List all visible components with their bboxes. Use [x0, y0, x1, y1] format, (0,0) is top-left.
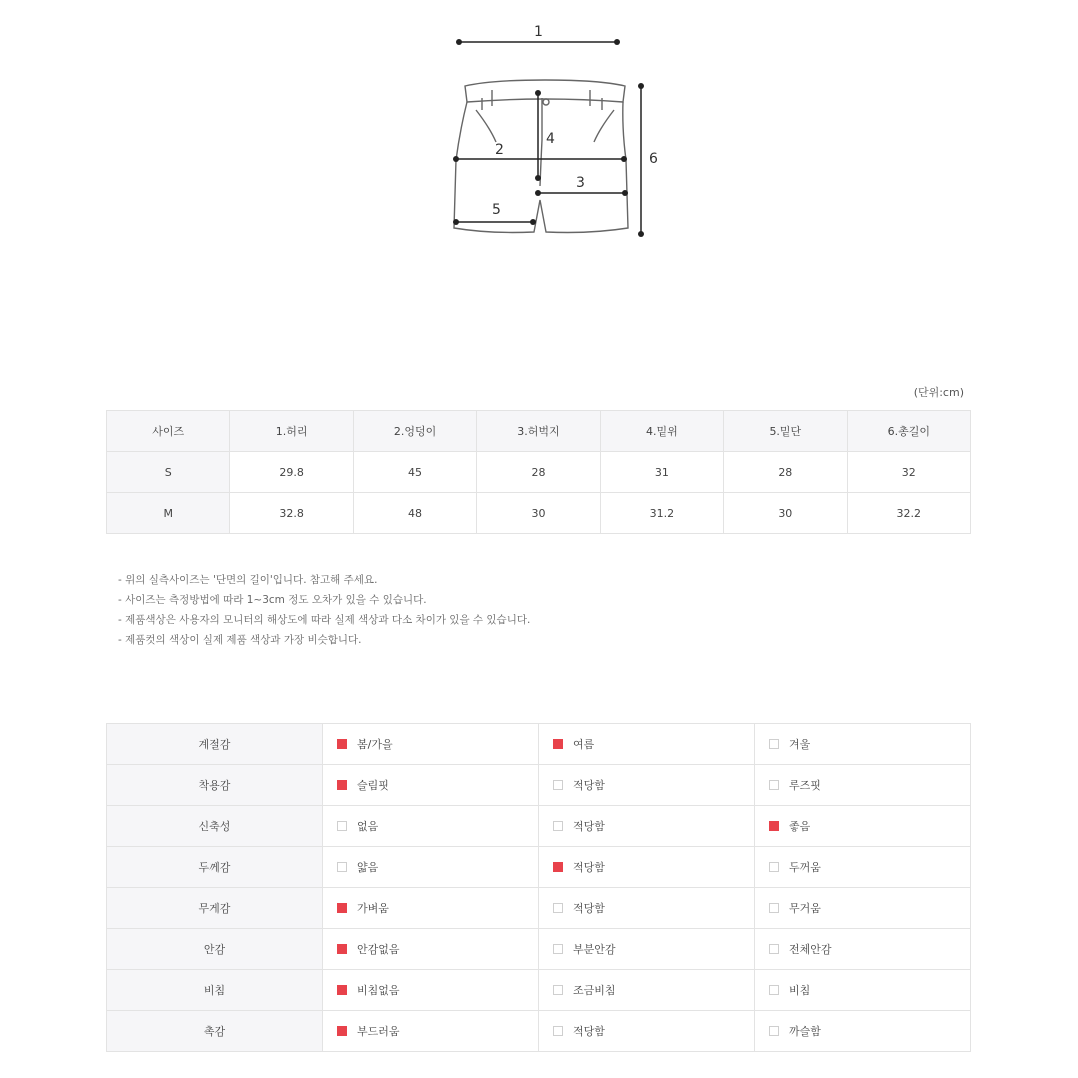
feature-option-label: 적당함 [573, 1025, 605, 1038]
hip-header: 2.엉덩이 [353, 411, 476, 452]
feature-row [107, 1011, 971, 1052]
feature-row [107, 970, 971, 1011]
size-cell: M [107, 493, 230, 534]
checked-box-icon [769, 821, 779, 831]
feature-label: 비침 [107, 970, 323, 1011]
size-table [106, 410, 971, 534]
feature-option [755, 929, 971, 970]
feature-option-label: 까슬함 [789, 1025, 821, 1038]
feature-option-label: 부분안감 [573, 943, 616, 956]
feature-option-label: 비침없음 [357, 984, 400, 997]
feature-option-label: 여름 [573, 738, 595, 751]
feature-option-label: 없음 [357, 820, 379, 833]
feature-option-label: 겨울 [789, 738, 811, 751]
feature-option [323, 724, 539, 765]
product-feature-table [106, 723, 971, 1052]
feature-option [755, 1011, 971, 1052]
checked-box-icon [553, 862, 563, 872]
feature-option-label: 얇음 [357, 861, 379, 874]
feature-option [755, 970, 971, 1011]
feature-option-label: 가벼움 [357, 902, 389, 915]
feature-label: 촉감 [107, 1011, 323, 1052]
feature-option-label: 적당함 [573, 779, 605, 792]
size-table-header-row [107, 411, 971, 452]
measure-point [535, 190, 541, 196]
feature-row [107, 806, 971, 847]
note-line: - 사이즈는 측정방법에 따라 1~3cm 정도 오차가 있을 수 있습니다. [118, 594, 427, 606]
table-cell: 29.8 [230, 452, 353, 493]
feature-label: 신축성 [107, 806, 323, 847]
feature-option-label: 무거움 [789, 902, 821, 915]
feature-option [539, 765, 755, 806]
checked-box-icon [553, 739, 563, 749]
diagram-label-3: 3 [576, 175, 585, 191]
table-cell: 48 [353, 493, 476, 534]
feature-option-label: 부드러움 [357, 1025, 400, 1038]
feature-option [539, 724, 755, 765]
feature-label: 두께감 [107, 847, 323, 888]
feature-option [755, 765, 971, 806]
table-cell: 31 [600, 452, 723, 493]
feature-option [539, 1011, 755, 1052]
table-cell: 28 [477, 452, 600, 493]
rise-header: 4.밑위 [600, 411, 723, 452]
feature-option [323, 970, 539, 1011]
checked-box-icon [337, 1026, 347, 1036]
measure-point [638, 83, 644, 89]
note-line: - 제품색상은 사용자의 모니터의 해상도에 따라 실제 색상과 다소 차이가 있을 수 있습니다. [118, 614, 531, 626]
measure-point [535, 90, 541, 96]
unchecked-box-icon [553, 903, 563, 913]
waist-header: 1.허리 [230, 411, 353, 452]
table-row [107, 493, 971, 534]
measure-point [456, 39, 462, 45]
feature-row [107, 724, 971, 765]
measure-point [535, 175, 541, 181]
unchecked-box-icon [769, 1026, 779, 1036]
measure-point [614, 39, 620, 45]
measure-point [622, 190, 628, 196]
feature-option-label: 조금비침 [573, 984, 616, 997]
table-row [107, 452, 971, 493]
measure-point [621, 156, 627, 162]
table-cell: 45 [353, 452, 476, 493]
diagram-label-4: 4 [546, 131, 555, 147]
checked-box-icon [337, 944, 347, 954]
size-cell: S [107, 452, 230, 493]
feature-row [107, 888, 971, 929]
hem-header: 5.밑단 [724, 411, 847, 452]
unchecked-box-icon [553, 1026, 563, 1036]
feature-row [107, 847, 971, 888]
feature-option [323, 929, 539, 970]
feature-option [755, 847, 971, 888]
diagram-label-6: 6 [649, 151, 658, 167]
feature-option-label: 전체안감 [789, 943, 832, 956]
shorts-measurement-diagram [430, 10, 690, 260]
feature-option [539, 806, 755, 847]
table-cell: 30 [477, 493, 600, 534]
checked-box-icon [337, 780, 347, 790]
feature-option-label: 적당함 [573, 902, 605, 915]
feature-option [539, 888, 755, 929]
feature-option [755, 888, 971, 929]
feature-option-label: 슬림핏 [357, 779, 389, 792]
feature-option-label: 좋음 [789, 820, 811, 833]
unchecked-box-icon [553, 985, 563, 995]
feature-option-label: 비침 [789, 984, 811, 997]
size-notes [118, 570, 530, 650]
shorts-outline-icon [454, 80, 628, 233]
unchecked-box-icon [769, 944, 779, 954]
feature-label: 착용감 [107, 765, 323, 806]
measure-point [530, 219, 536, 225]
feature-option-label: 봄/가을 [357, 738, 393, 751]
unchecked-box-icon [337, 821, 347, 831]
feature-option [539, 929, 755, 970]
unchecked-box-icon [337, 862, 347, 872]
table-cell: 30 [724, 493, 847, 534]
feature-option [323, 1011, 539, 1052]
feature-option-label: 루즈핏 [789, 779, 821, 792]
feature-option [755, 724, 971, 765]
feature-row [107, 929, 971, 970]
table-cell: 28 [724, 452, 847, 493]
unchecked-box-icon [769, 862, 779, 872]
feature-option [323, 806, 539, 847]
table-cell: 32 [847, 452, 970, 493]
table-cell: 32.2 [847, 493, 970, 534]
diagram-label-1: 1 [534, 24, 543, 40]
feature-option-label: 두꺼움 [789, 861, 821, 874]
table-cell: 31.2 [600, 493, 723, 534]
note-line: - 위의 실측사이즈는 '단면의 길이'입니다. 참고해 주세요. [118, 574, 378, 586]
checked-box-icon [337, 903, 347, 913]
unchecked-box-icon [769, 903, 779, 913]
thigh-header: 3.허벅지 [477, 411, 600, 452]
feature-option [323, 765, 539, 806]
unchecked-box-icon [553, 944, 563, 954]
measure-point [453, 156, 459, 162]
feature-label: 무게감 [107, 888, 323, 929]
total-length-header: 6.총길이 [847, 411, 970, 452]
unchecked-box-icon [769, 739, 779, 749]
feature-option [755, 806, 971, 847]
feature-option-label: 적당함 [573, 861, 605, 874]
size-header: 사이즈 [107, 411, 230, 452]
measure-point [638, 231, 644, 237]
measure-point [453, 219, 459, 225]
table-cell: 32.8 [230, 493, 353, 534]
feature-label: 계절감 [107, 724, 323, 765]
feature-label: 안감 [107, 929, 323, 970]
checked-box-icon [337, 985, 347, 995]
feature-option-label: 안감없음 [357, 943, 400, 956]
feature-option [323, 847, 539, 888]
unchecked-box-icon [769, 985, 779, 995]
feature-row [107, 765, 971, 806]
feature-option [323, 888, 539, 929]
diagram-label-5: 5 [492, 202, 501, 218]
note-line: - 제품컷의 색상이 실제 제품 색상과 가장 비슷합니다. [118, 634, 362, 646]
feature-option [539, 970, 755, 1011]
unchecked-box-icon [553, 780, 563, 790]
unchecked-box-icon [553, 821, 563, 831]
feature-option [539, 847, 755, 888]
unchecked-box-icon [769, 780, 779, 790]
checked-box-icon [337, 739, 347, 749]
unit-label: (단위:cm) [913, 386, 964, 399]
feature-option-label: 적당함 [573, 820, 605, 833]
diagram-label-2: 2 [495, 142, 504, 158]
